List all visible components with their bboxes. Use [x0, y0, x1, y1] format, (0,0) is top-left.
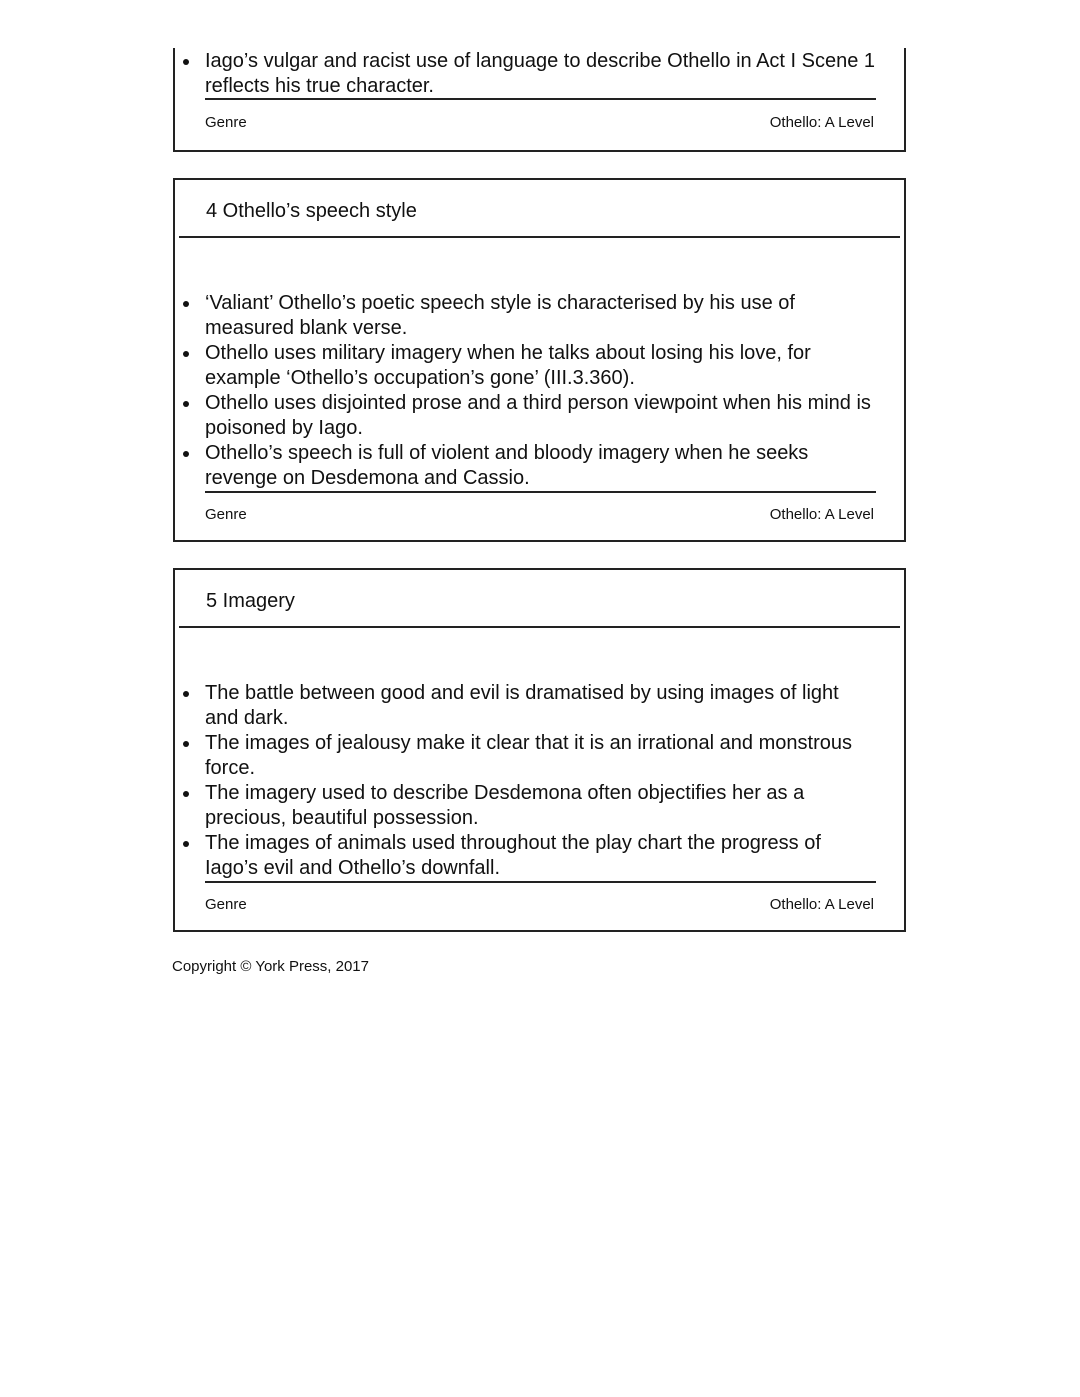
bullet-item: Othello uses military imagery when he talks about losing his love, for example ‘Othello’s occupation’s gone’ (III.3.360).	[205, 341, 876, 391]
bullet-list	[175, 49, 876, 99]
copyright-notice: Copyright © York Press, 2017	[172, 958, 369, 975]
card-header	[179, 570, 900, 628]
card-title: 4 Othello’s speech style	[206, 200, 417, 222]
flashcard-imagery	[173, 568, 906, 932]
bullet-list	[175, 681, 876, 881]
bullet-dot-icon	[183, 401, 189, 407]
bullet-dot-icon	[183, 741, 189, 747]
bullet-dot-icon	[183, 451, 189, 457]
bullet-item: Othello’s speech is full of violent and bloody imagery when he seeks revenge on Desdemona and Cassio.	[205, 441, 876, 491]
footer-book: Othello: A Level	[769, 506, 874, 523]
bullet-item: ‘Valiant’ Othello’s poetic speech style is characterised by his use of measured blank verse.	[205, 291, 876, 341]
divider	[205, 881, 876, 883]
bullet-dot-icon	[183, 59, 189, 65]
bullet-item: The imagery used to describe Desdemona often objectifies her as a precious, beautiful possession.	[205, 781, 876, 831]
flashcard-partial	[173, 48, 906, 152]
divider	[205, 491, 876, 493]
bullet-item: Othello uses disjointed prose and a third person viewpoint when his mind is poisoned by Iago.	[205, 391, 876, 441]
bullet-dot-icon	[183, 351, 189, 357]
divider	[205, 98, 876, 100]
flashcard-speech-style	[173, 178, 906, 542]
bullet-dot-icon	[183, 841, 189, 847]
footer-book: Othello: A Level	[769, 896, 874, 913]
footer-category: Genre	[205, 114, 247, 131]
bullet-item: The images of jealousy make it clear that it is an irrational and monstrous force.	[205, 731, 876, 781]
bullet-list	[175, 291, 876, 491]
footer-category: Genre	[205, 896, 247, 913]
bullet-item: The battle between good and evil is dramatised by using images of light and dark.	[205, 681, 876, 731]
card-title: 5 Imagery	[206, 590, 295, 612]
bullet-dot-icon	[183, 301, 189, 307]
footer-category: Genre	[205, 506, 247, 523]
bullet-dot-icon	[183, 791, 189, 797]
bullet-dot-icon	[183, 691, 189, 697]
card-header	[179, 180, 900, 238]
bullet-item: Iago’s vulgar and racist use of language to describe Othello in Act I Scene 1 reflects his true character.	[205, 49, 876, 99]
bullet-item: The images of animals used throughout the play chart the progress of Iago’s evil and Othello’s downfall.	[205, 831, 876, 881]
footer-book: Othello: A Level	[769, 114, 874, 131]
